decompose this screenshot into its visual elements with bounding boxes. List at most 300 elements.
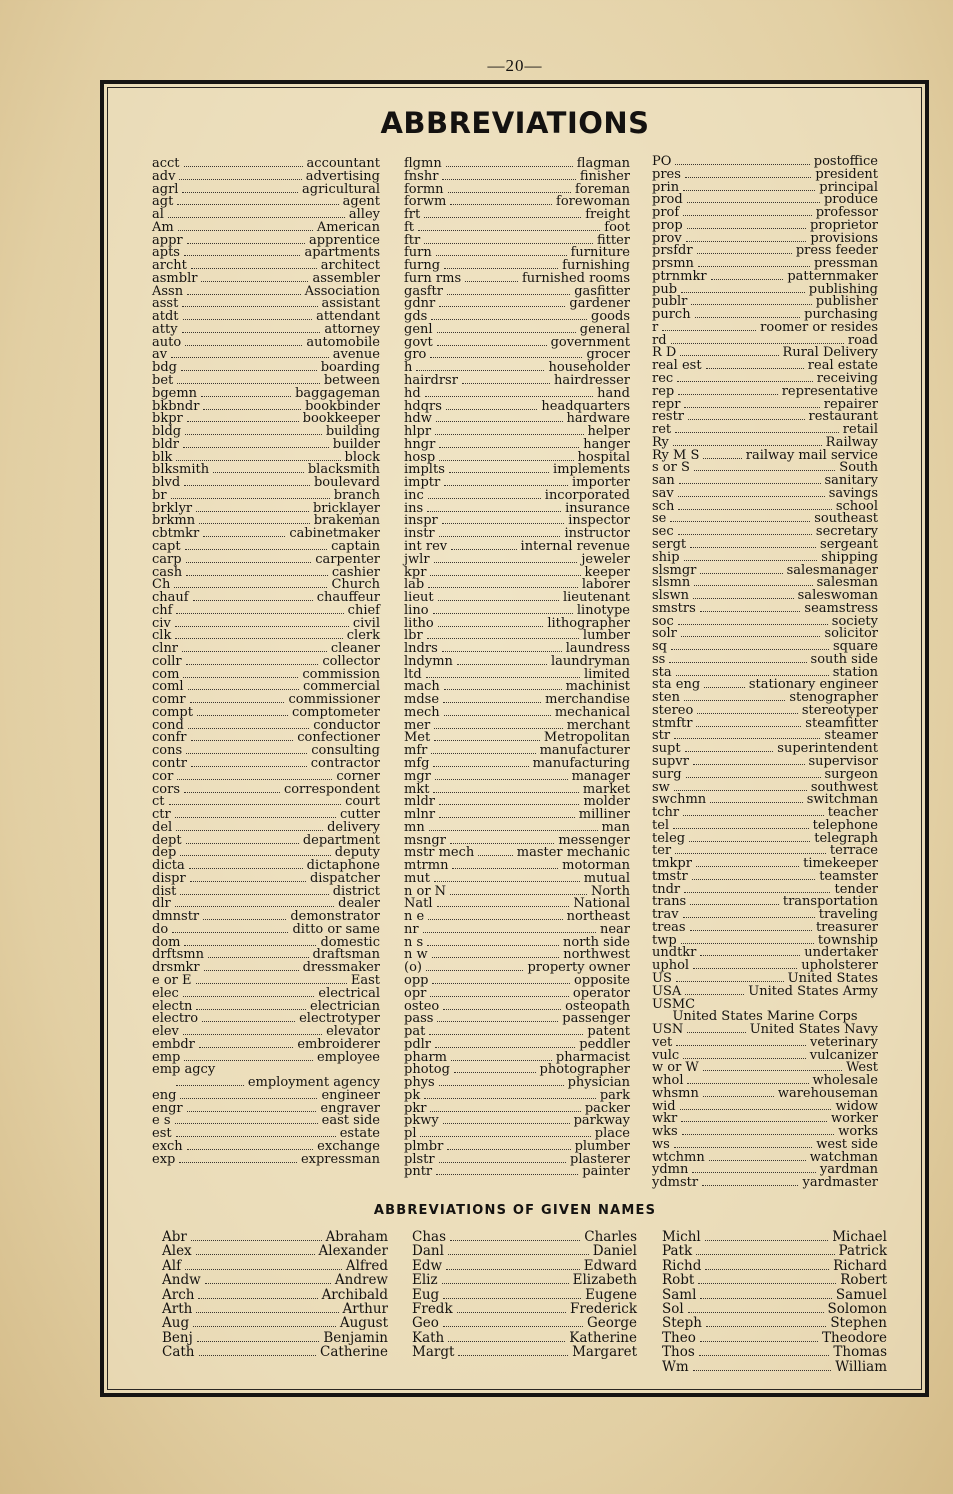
abbreviation-entry: [662, 1302, 887, 1316]
abbreviation-meaning: comptometer: [292, 704, 380, 720]
abbreviation-meaning: avenue: [332, 347, 380, 363]
abbreviation-meaning: block: [344, 449, 380, 465]
abbreviation-term: rep: [652, 383, 675, 399]
abbreviation-term: stmftr: [652, 715, 693, 731]
abbreviation-entry: [662, 1273, 887, 1287]
abbreviation-term: r: [652, 319, 659, 335]
abbreviation-term: clk: [152, 628, 172, 644]
abbreviation-term: chf: [152, 602, 173, 618]
abbreviation-term: n or N: [404, 883, 447, 899]
dot-leader: [457, 664, 547, 665]
dot-leader: [196, 983, 347, 984]
abbreviation-term: prin: [652, 179, 680, 195]
abbreviation-term: dom: [152, 934, 181, 950]
abbreviation-meaning: mechanical: [554, 704, 630, 720]
abbreviation-term: gasftr: [404, 283, 443, 299]
dot-leader: [690, 904, 779, 905]
dot-leader: [175, 626, 349, 627]
dot-leader: [674, 790, 807, 791]
abbreviation-meaning: painter: [582, 1164, 630, 1180]
abbreviation-meaning: United States Navy: [749, 1022, 878, 1038]
abbreviation-meaning: general: [579, 321, 630, 337]
abbreviation-entry: [412, 1316, 637, 1330]
abbreviation-meaning: employee: [316, 1049, 380, 1065]
abbreviation-term: sq: [652, 639, 667, 655]
abbreviation-term: sav: [652, 485, 674, 501]
abbreviation-meaning: purchasing: [804, 307, 878, 323]
abbreviation-entry: [412, 1288, 637, 1302]
dot-leader: [205, 1283, 331, 1284]
abbreviation-meaning: brakeman: [313, 513, 380, 529]
abbreviation-meaning: electrician: [310, 998, 380, 1014]
abbreviation-term: opp: [404, 973, 429, 988]
dot-leader: [427, 511, 561, 512]
abbreviation-meaning: bookbinder: [305, 398, 380, 414]
dot-leader: [433, 613, 573, 614]
abbreviation-meaning: commissioner: [288, 692, 380, 708]
dot-leader: [689, 841, 810, 842]
abbreviation-term: ship: [652, 549, 680, 565]
abbreviation-meaning: southwest: [810, 779, 878, 795]
abbreviation-term: R D: [652, 345, 677, 361]
abbreviation-meaning: veterinary: [809, 1034, 878, 1050]
dot-leader: [702, 1185, 798, 1186]
abbreviation-entry: [412, 1273, 637, 1287]
dot-leader: [442, 179, 575, 180]
dot-leader: [191, 268, 317, 269]
abbreviation-entry: [662, 1316, 887, 1330]
dot-leader: [696, 866, 799, 867]
dot-leader: [669, 662, 806, 663]
dot-leader: [189, 868, 303, 869]
dot-leader: [175, 638, 342, 639]
abbreviation-meaning: messenger: [558, 832, 630, 848]
dot-leader: [183, 677, 298, 678]
abbreviation-meaning: conductor: [313, 717, 380, 733]
abbreviation-term: Saml: [662, 1286, 697, 1303]
abbreviation-term: Eliz: [412, 1272, 438, 1289]
abbreviation-column-2: [404, 158, 630, 1179]
abbreviation-meaning: United States Army: [748, 983, 878, 999]
dot-leader: [184, 255, 300, 256]
abbreviation-entry: [162, 1273, 388, 1287]
abbreviation-term: e s: [152, 1113, 171, 1129]
dot-leader: [185, 434, 322, 435]
abbreviation-term: Geo: [412, 1315, 439, 1332]
abbreviation-meaning: Alfred: [345, 1257, 388, 1274]
abbreviation-meaning: furnishing: [562, 258, 630, 274]
abbreviation-entry: [162, 1230, 388, 1244]
abbreviation-term: bgemn: [152, 385, 198, 401]
abbreviation-meaning: architect: [320, 258, 380, 274]
abbreviation-term: USA: [652, 983, 682, 999]
dot-leader: [438, 600, 559, 601]
abbreviation-meaning: east side: [321, 1113, 380, 1129]
abbreviation-term: jwlr: [404, 551, 430, 567]
abbreviation-meaning: solicitor: [824, 626, 878, 642]
abbreviation-term: mtrmn: [404, 858, 449, 874]
dot-leader: [187, 243, 305, 244]
dot-leader: [196, 1254, 315, 1255]
abbreviation-meaning: Rural Delivery: [782, 345, 878, 361]
dot-leader: [696, 1254, 834, 1255]
abbreviation-term: lndymn: [404, 653, 453, 669]
abbreviation-meaning: clerk: [346, 628, 380, 644]
abbreviation-meaning: northeast: [566, 909, 630, 925]
abbreviation-entry: [152, 592, 380, 605]
abbreviation-term: atdt: [152, 309, 179, 325]
abbreviation-term: blvd: [152, 475, 181, 491]
dot-leader: [690, 547, 816, 548]
abbreviation-entry: [162, 1259, 388, 1273]
abbreviation-meaning: bookkeeper: [302, 411, 380, 427]
abbreviation-term: Natl: [404, 896, 433, 912]
dot-leader: [457, 1312, 566, 1313]
dot-leader: [698, 266, 810, 267]
abbreviation-term: mer: [404, 717, 431, 733]
abbreviation-meaning: worker: [831, 1111, 878, 1127]
abbreviation-entry: [652, 319, 878, 335]
abbreviation-term: US: [652, 971, 672, 986]
dot-leader: [432, 983, 569, 984]
abbreviation-term: dicta: [152, 858, 185, 874]
dot-leader: [180, 855, 330, 856]
abbreviation-meaning: molder: [583, 794, 630, 810]
abbreviation-meaning: helper: [587, 424, 630, 440]
abbreviation-term: blksmith: [152, 462, 210, 478]
abbreviation-term: mech: [404, 704, 440, 720]
abbreviation-term: Theo: [662, 1329, 696, 1346]
dot-leader: [458, 1355, 568, 1356]
abbreviation-meaning: National: [573, 896, 630, 912]
dot-leader: [693, 764, 805, 765]
abbreviation-term: uphol: [652, 958, 690, 974]
abbreviation-meaning: dealer: [338, 896, 380, 912]
dot-leader: [444, 485, 568, 486]
dot-leader: [427, 945, 559, 946]
dot-leader: [700, 573, 782, 574]
abbreviation-entry: [662, 1230, 887, 1244]
abbreviation-entry: [162, 1316, 388, 1330]
abbreviation-term: embdr: [152, 1036, 195, 1052]
dot-leader: [698, 1283, 836, 1284]
abbreviation-term: gro: [404, 347, 427, 363]
dot-leader: [180, 894, 328, 895]
abbreviation-term: whol: [652, 1073, 684, 1089]
abbreviation-meaning: stationary engineer: [748, 677, 878, 693]
dot-leader: [462, 383, 550, 384]
abbreviation-term: nr: [404, 921, 419, 937]
abbreviation-term: Thos: [662, 1344, 695, 1361]
abbreviation-meaning: traveling: [818, 907, 878, 923]
abbreviation-entry: [412, 1230, 637, 1244]
abbreviation-entry: [152, 1151, 380, 1167]
abbreviation-term: Alf: [162, 1257, 182, 1274]
abbreviation-meaning: township: [817, 932, 878, 948]
abbreviation-entry: [404, 809, 630, 822]
dot-leader: [674, 738, 820, 739]
dot-leader: [435, 779, 568, 780]
abbreviation-term: prof: [652, 205, 680, 221]
dot-leader: [174, 587, 327, 588]
abbreviation-term: dep: [152, 845, 177, 861]
abbreviation-term: dmnstr: [152, 909, 200, 925]
abbreviation-meaning: headquarters: [541, 398, 630, 414]
dot-leader: [450, 1240, 580, 1241]
abbreviation-meaning: chauffeur: [316, 590, 380, 606]
dot-leader: [446, 166, 573, 167]
abbreviation-meaning: draftsman: [312, 947, 380, 963]
abbreviation-term: mldr: [404, 794, 436, 810]
abbreviation-meaning: cutter: [339, 807, 380, 823]
abbreviation-term: bldg: [152, 424, 182, 440]
dot-leader: [203, 919, 286, 920]
abbreviation-meaning: demonstrator: [290, 909, 380, 925]
abbreviation-meaning: insurance: [565, 500, 630, 516]
abbreviation-meaning: supervisor: [808, 753, 878, 769]
abbreviation-term: asmblr: [152, 270, 198, 286]
dot-leader: [690, 930, 812, 931]
abbreviation-term: s or S: [652, 460, 690, 476]
dot-leader: [437, 345, 547, 346]
dot-leader: [700, 1298, 831, 1299]
abbreviation-term: frt: [404, 207, 421, 223]
dot-leader: [434, 881, 580, 882]
abbreviation-term: drftsmn: [152, 947, 204, 963]
dot-leader: [196, 1009, 306, 1010]
dot-leader: [431, 319, 587, 320]
abbreviation-meaning: dispatcher: [309, 870, 380, 886]
abbreviation-term: confr: [152, 730, 187, 746]
dot-leader: [678, 394, 777, 395]
dot-leader: [186, 575, 328, 576]
dot-leader: [175, 906, 334, 907]
abbreviation-meaning: August: [339, 1315, 388, 1332]
abbreviation-term: agt: [152, 194, 174, 210]
abbreviation-meaning: gardener: [569, 296, 630, 312]
abbreviation-meaning: yardmaster: [802, 1175, 878, 1191]
dot-leader: [184, 945, 316, 946]
abbreviation-term: exp: [152, 1151, 176, 1167]
dot-leader: [425, 396, 593, 397]
abbreviation-meaning: Catherine: [320, 1344, 388, 1361]
dot-leader: [673, 445, 822, 446]
abbreviation-meaning: elevator: [326, 1024, 380, 1040]
abbreviation-meaning: postoffice: [813, 154, 878, 169]
abbreviation-term: ydmstr: [652, 1175, 699, 1191]
abbreviation-term: Am: [152, 219, 174, 235]
dot-leader: [681, 943, 814, 944]
abbreviation-meaning: yardman: [819, 1162, 878, 1178]
abbreviation-entry: [662, 1331, 887, 1345]
abbreviation-meaning: exchange: [317, 1138, 380, 1154]
abbreviation-term: n s: [404, 934, 424, 950]
abbreviation-meaning: hairdresser: [554, 373, 630, 389]
dot-leader: [175, 817, 336, 818]
abbreviation-entry: [662, 1345, 887, 1359]
abbreviation-term: ws: [652, 1136, 670, 1152]
abbreviation-meaning: bricklayer: [312, 500, 380, 516]
abbreviation-meaning: civil: [352, 615, 380, 631]
dot-leader: [451, 1060, 552, 1061]
abbreviation-term: Abr: [162, 1229, 187, 1245]
abbreviation-term: lndrs: [404, 641, 438, 657]
dot-leader: [683, 190, 815, 191]
abbreviation-meaning: repairer: [823, 396, 878, 412]
abbreviation-meaning: telegraph: [814, 830, 878, 846]
abbreviation-meaning: receiving: [816, 371, 878, 387]
abbreviation-meaning: professor: [815, 205, 878, 221]
abbreviation-meaning: merchant: [566, 717, 630, 733]
dot-leader: [428, 919, 562, 920]
abbreviation-term: ptrnmkr: [652, 268, 707, 284]
dot-leader: [182, 192, 298, 193]
abbreviation-meaning: linotype: [576, 602, 630, 618]
dot-leader: [443, 1123, 570, 1124]
abbreviation-term: Ry: [652, 434, 669, 450]
dot-leader: [171, 357, 329, 358]
abbreviation-meaning: motorman: [562, 858, 630, 874]
abbreviation-meaning: machinist: [565, 679, 630, 695]
abbreviation-term: apts: [152, 245, 180, 261]
abbreviation-meaning: Katherine: [569, 1329, 637, 1346]
abbreviation-meaning: American: [316, 219, 380, 235]
abbreviation-meaning: south side: [810, 651, 878, 667]
abbreviation-term: acct: [152, 156, 180, 171]
abbreviation-meaning: principal: [819, 179, 878, 195]
dot-leader: [683, 917, 815, 918]
abbreviation-meaning: wholesale: [812, 1073, 878, 1089]
dot-leader: [694, 585, 812, 586]
dot-leader: [201, 396, 291, 397]
dot-leader: [431, 753, 535, 754]
abbreviation-meaning: court: [345, 794, 380, 810]
dot-leader: [416, 370, 544, 371]
abbreviation-term: Wm: [662, 1358, 689, 1375]
abbreviation-meaning: electrotyper: [299, 1011, 380, 1027]
abbreviation-term: pl: [404, 1126, 417, 1142]
abbreviation-term: Andw: [162, 1272, 201, 1289]
abbreviation-term: ftr: [404, 232, 421, 248]
dot-leader: [424, 217, 581, 218]
abbreviation-meaning: flagman: [576, 156, 630, 171]
abbreviation-term: wkr: [652, 1111, 678, 1127]
dot-leader: [177, 383, 320, 384]
dot-leader: [179, 1162, 297, 1163]
dot-leader: [191, 766, 307, 767]
abbreviation-term: Benj: [162, 1329, 193, 1346]
abbreviation-term: contr: [152, 755, 187, 771]
abbreviation-term: do: [152, 921, 169, 937]
abbreviation-meaning: builder: [332, 436, 380, 452]
abbreviation-meaning: commission: [302, 666, 380, 682]
abbreviation-meaning: square: [832, 639, 878, 655]
abbreviation-meaning: Andrew: [334, 1272, 388, 1289]
abbreviation-meaning: laundryman: [551, 653, 630, 669]
dot-leader: [434, 728, 563, 729]
abbreviation-meaning: contractor: [310, 755, 380, 771]
abbreviation-term: osteo: [404, 998, 440, 1014]
abbreviation-term: ss: [652, 651, 666, 667]
abbreviation-term: flgmn: [404, 156, 442, 171]
abbreviation-meaning: boarding: [320, 360, 380, 376]
abbreviation-term: dispr: [152, 870, 186, 886]
abbreviation-meaning: restaurant: [808, 409, 878, 425]
abbreviation-meaning: Daniel: [592, 1243, 637, 1260]
abbreviation-term: ct: [152, 794, 165, 810]
abbreviation-term: w or W: [652, 1060, 699, 1076]
abbreviation-meaning: station: [832, 664, 878, 680]
abbreviation-meaning: Church: [331, 577, 380, 593]
dot-leader: [684, 560, 818, 561]
abbreviation-meaning: assistant: [321, 296, 380, 312]
dot-leader: [176, 460, 340, 461]
abbreviation-term: wid: [652, 1098, 676, 1114]
dot-leader: [680, 1109, 832, 1110]
abbreviation-term: collr: [152, 653, 182, 669]
dot-leader: [184, 166, 303, 167]
abbreviation-term: pkr: [404, 1100, 427, 1116]
abbreviation-meaning: cabinetmaker: [289, 526, 380, 542]
abbreviation-term: comr: [152, 692, 186, 708]
abbreviation-term: msngr: [404, 832, 446, 848]
dot-leader: [679, 483, 821, 484]
abbreviation-meaning: switchman: [806, 792, 878, 808]
abbreviation-meaning: laundress: [565, 641, 630, 657]
dot-leader: [418, 230, 600, 231]
dot-leader: [442, 523, 564, 524]
abbreviation-entry: [412, 1302, 637, 1316]
abbreviation-term: Kath: [412, 1329, 445, 1346]
abbreviation-term: Aug: [162, 1315, 190, 1332]
abbreviation-meaning: engineer: [321, 1087, 380, 1103]
abbreviation-term: av: [152, 347, 168, 363]
dot-leader: [478, 855, 513, 856]
dot-leader: [434, 740, 540, 741]
abbreviation-meaning: Arthur: [342, 1300, 388, 1317]
abbreviation-term: electro: [152, 1011, 199, 1027]
abbreviation-meaning: plumber: [574, 1138, 630, 1154]
abbreviation-meaning: consulting: [311, 743, 380, 759]
abbreviation-term: cons: [152, 743, 183, 759]
abbreviation-term: undtkr: [652, 945, 697, 961]
abbreviation-meaning: physician: [567, 1075, 630, 1091]
dot-leader: [438, 626, 544, 627]
dot-leader: [691, 304, 811, 305]
dot-leader: [671, 649, 829, 650]
dot-leader: [429, 830, 598, 831]
abbreviation-term: blk: [152, 449, 173, 465]
abbreviation-meaning: stenographer: [789, 690, 878, 706]
abbreviation-term: rec: [652, 371, 674, 387]
abbreviation-term: Arth: [162, 1300, 193, 1317]
dot-leader: [709, 1160, 806, 1161]
abbreviation-meaning: agent: [342, 194, 380, 210]
abbreviation-term: hdw: [404, 411, 432, 427]
abbreviation-meaning: engraver: [320, 1100, 380, 1116]
abbreviation-entry: [404, 1077, 630, 1090]
dot-leader: [700, 1341, 818, 1342]
dot-leader: [175, 1123, 318, 1124]
dot-leader: [433, 766, 528, 767]
abbreviation-term: str: [652, 728, 671, 744]
abbreviation-meaning: saleswoman: [797, 588, 878, 604]
abbreviation-meaning: upholsterer: [801, 958, 878, 974]
abbreviation-term: repr: [652, 396, 681, 412]
abbreviation-term: san: [652, 473, 675, 489]
abbreviation-meaning: milliner: [578, 807, 630, 823]
abbreviation-term: instr: [404, 526, 435, 542]
